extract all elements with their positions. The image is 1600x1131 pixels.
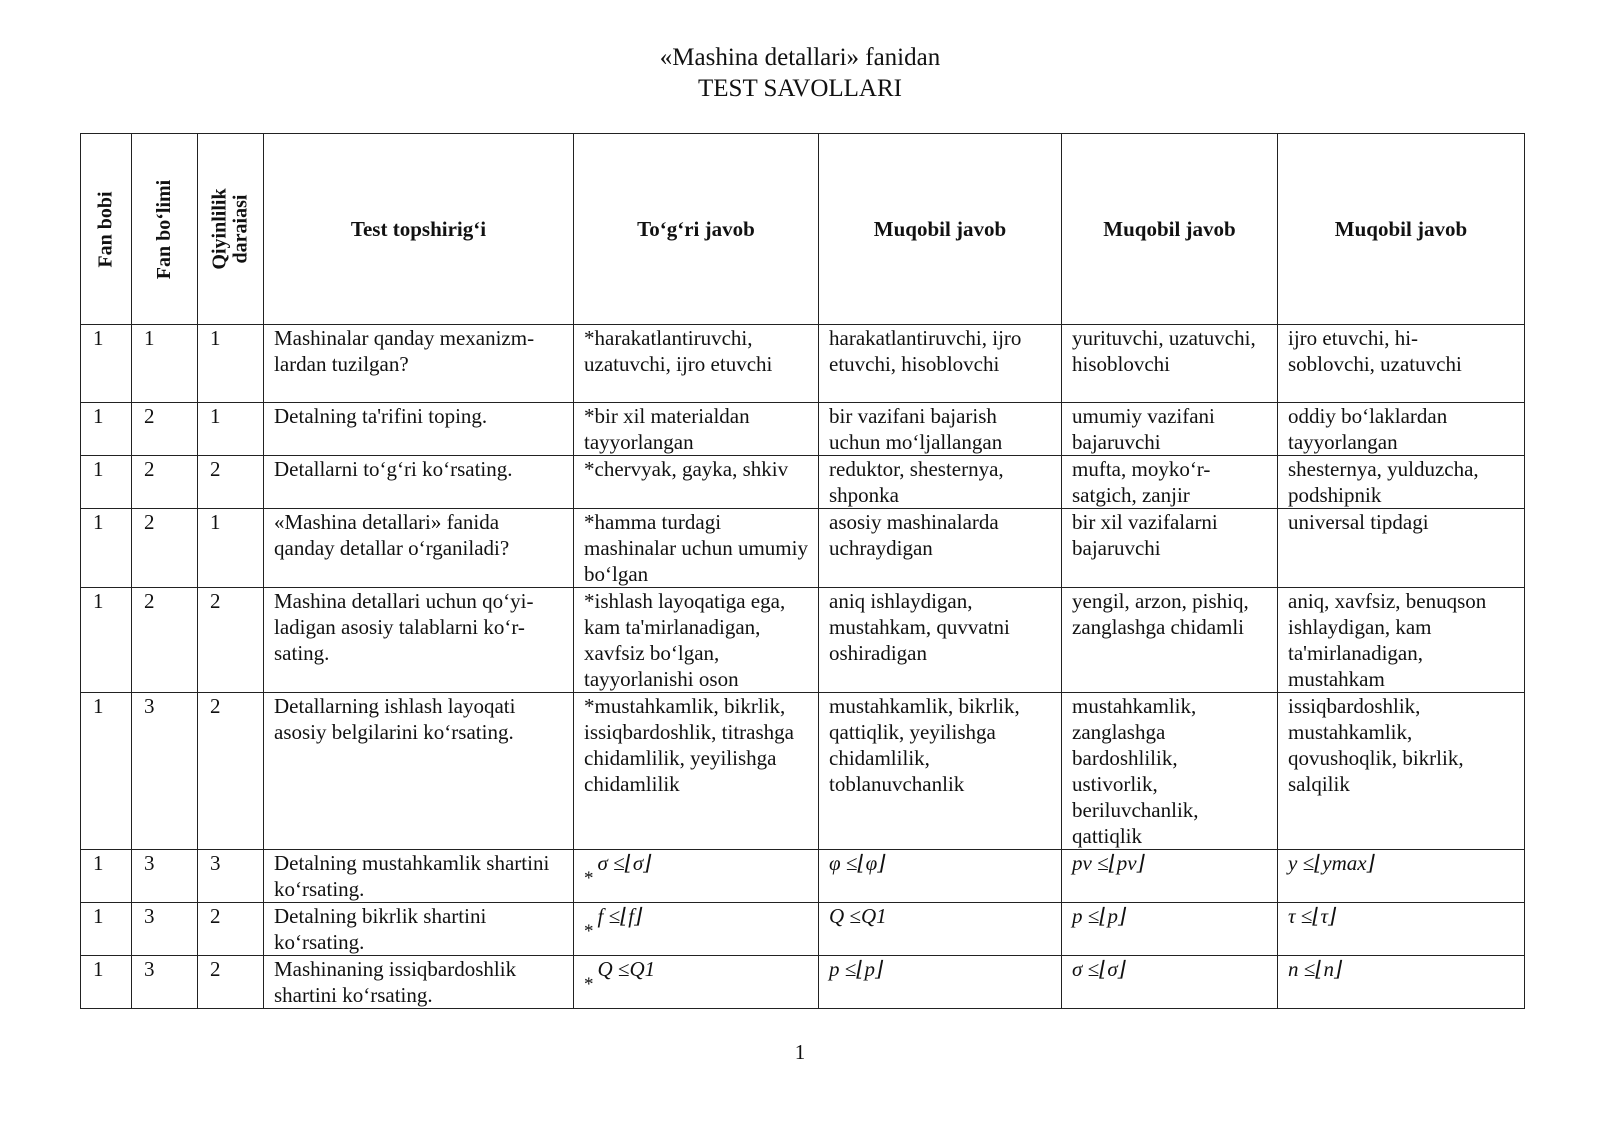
cell-qiyinlilik: 2 [198,903,264,956]
header-test-topshirigi: Test topshirig‘i [264,134,574,325]
table-row-formula [81,850,1525,903]
cell-alt-answer-2: yurituvchi, uzatuvchi, hisoblovchi [1062,325,1278,403]
correct-marker: * [584,868,594,889]
cell-fan-bobi: 1 [81,403,132,456]
cell-correct-answer: *hamma turdagi mashinalar uchun umumiy bo‘lgan [574,509,819,588]
cell-qiyinlilik: 1 [198,403,264,456]
page-number: 1 [794,1040,806,1064]
correct-marker: * [584,921,594,942]
cell-fan-bolimi: 2 [132,588,198,693]
cell-fan-bobi: 1 [81,850,132,903]
cell-fan-bolimi: 3 [132,693,198,850]
cell-correct-formula [574,903,819,956]
cell-fan-bobi: 1 [81,325,132,403]
cell-correct-answer: *harakatlantiruvchi, uzatuvchi, ijro etuvchi [574,325,819,403]
table-row [81,403,1525,456]
cell-fan-bobi: 1 [81,509,132,588]
correct-marker: * [584,974,594,995]
cell-alt-formula-3: τ ≤⌊τ⌋ [1278,903,1525,956]
cell-correct-answer: *chervyak, gayka, shkiv [574,456,819,509]
cell-alt-answer-3: ijro etuvchi, hi- soblovchi, uzatuvchi [1278,325,1525,403]
cell-alt-formula-3: n ≤⌊n⌋ [1278,956,1525,1009]
cell-correct-answer: *mustahkamlik, bikrlik, issiqbardoshlik, titrashga chidamlilik, yeyilishga chidamlilik [574,693,819,850]
cell-qiyinlilik: 2 [198,588,264,693]
cell-fan-bobi: 1 [81,588,132,693]
cell-alt-answer-1: aniq ishlaydigan, mustahkam, quvvatni oshiradigan [819,588,1062,693]
cell-alt-answer-3: shesternya, yulduzcha, podshipnik [1278,456,1525,509]
cell-qiyinlilik: 1 [198,509,264,588]
table-row [81,456,1525,509]
cell-alt-answer-3: oddiy bo‘laklardan tayyorlangan [1278,403,1525,456]
header-muqobil-javob-2: Muqobil javob [1062,134,1278,325]
formula-text: Q ≤Q1 [597,957,656,981]
cell-question: Detalning bikrlik shartini ko‘rsating. [264,903,574,956]
cell-qiyinlilik: 1 [198,325,264,403]
cell-fan-bobi: 1 [81,456,132,509]
table-header-row [81,134,1525,325]
cell-alt-answer-2: umumiy vazifani bajaruvchi [1062,403,1278,456]
cell-question: Mashinalar qanday mexanizm- lardan tuzilgan? [264,325,574,403]
cell-alt-answer-2: bir xil vazifalarni bajaruvchi [1062,509,1278,588]
cell-alt-formula-2: σ ≤⌊σ⌋ [1062,956,1278,1009]
cell-correct-answer: *bir xil materialdan tayyorlangan [574,403,819,456]
cell-question: Mashinaning issiqbardoshlik shartini ko‘rsating. [264,956,574,1009]
cell-question: Detalning ta'rifini toping. [264,403,574,456]
table-row-formula [81,903,1525,956]
cell-fan-bolimi: 2 [132,456,198,509]
cell-fan-bolimi: 1 [132,325,198,403]
cell-alt-answer-1: asosiy mashinalarda uchraydigan [819,509,1062,588]
header-muqobil-javob-1: Muqobil javob [819,134,1062,325]
cell-qiyinlilik: 2 [198,456,264,509]
cell-correct-answer: *ishlash layoqatiga ega, kam ta'mirlanadigan, xavfsiz bo‘lgan, tayyorlanishi oson [574,588,819,693]
cell-alt-answer-2: mustahkamlik, zanglashga bardoshlilik, ustivorlik, beriluvchanlik, qattiqlik [1062,693,1278,850]
cell-alt-answer-1: bir vazifani bajarish uchun mo‘ljallangan [819,403,1062,456]
cell-fan-bobi: 1 [81,903,132,956]
cell-fan-bobi: 1 [81,693,132,850]
cell-fan-bolimi: 2 [132,509,198,588]
formula-text: σ ≤⌊σ⌋ [597,851,652,875]
formula-text: f ≤⌊f⌋ [597,904,643,928]
cell-fan-bolimi: 2 [132,403,198,456]
cell-alt-answer-3: issiqbardoshlik, mustahkamlik, qovushoqlik, bikrlik, salqilik [1278,693,1525,850]
table-row [81,509,1525,588]
cell-question: Detallarni to‘g‘ri ko‘rsating. [264,456,574,509]
cell-qiyinlilik: 2 [198,693,264,850]
cell-correct-formula [574,850,819,903]
cell-alt-answer-2: mufta, moyko‘r- satgich, zanjir [1062,456,1278,509]
cell-fan-bolimi: 3 [132,850,198,903]
cell-alt-formula-3: y ≤⌊ymax⌋ [1278,850,1525,903]
title-line-1: «Mashina detallari» fanidan [659,44,941,71]
cell-alt-formula-1: φ ≤⌊φ⌋ [819,850,1062,903]
cell-alt-answer-3: aniq, xavfsiz, benuqson ishlaydigan, kam ta'mirlanadigan, mustahkam [1278,588,1525,693]
header-togri-javob: To‘g‘ri javob [574,134,819,325]
cell-question: Detallarning ishlash layoqati asosiy belgilarini ko‘rsating. [264,693,574,850]
cell-qiyinlilik: 2 [198,956,264,1009]
cell-fan-bobi: 1 [81,956,132,1009]
test-questions-table [80,133,1525,1009]
header-muqobil-javob-3: Muqobil javob [1278,134,1525,325]
cell-fan-bolimi: 3 [132,903,198,956]
cell-question: Detalning mustahkamlik shartini ko‘rsating. [264,850,574,903]
cell-question: «Mashina detallari» fanida qanday detallar o‘rganiladi? [264,509,574,588]
cell-alt-answer-3: universal tipdagi [1278,509,1525,588]
cell-fan-bolimi: 3 [132,956,198,1009]
title-line-2: TEST SAVOLLARI [698,75,902,102]
table-row [81,693,1525,850]
header-qiyinlilik: Qiyinlilik daraiasi [198,134,264,325]
header-fan-bobi: Fan bobi [81,134,132,325]
cell-alt-answer-1: mustahkamlik, bikrlik, qattiqlik, yeyilishga chidamlilik, toblanuvchanlik [819,693,1062,850]
cell-correct-formula [574,956,819,1009]
cell-question: Mashina detallari uchun qo‘yi- ladigan asosiy talablarni ko‘r- sating. [264,588,574,693]
document-title [0,42,1600,104]
cell-alt-formula-1: p ≤⌊p⌋ [819,956,1062,1009]
header-fan-bolimi: Fan bo‘limi [132,134,198,325]
cell-qiyinlilik: 3 [198,850,264,903]
table-row [81,325,1525,403]
cell-alt-answer-1: reduktor, shesternya, shponka [819,456,1062,509]
cell-alt-answer-1: harakatlantiruvchi, ijro etuvchi, hisoblovchi [819,325,1062,403]
table-row [81,588,1525,693]
cell-alt-formula-2: p ≤⌊p⌋ [1062,903,1278,956]
cell-alt-formula-1: Q ≤Q1 [819,903,1062,956]
cell-alt-answer-2: yengil, arzon, pishiq, zanglashga chidamli [1062,588,1278,693]
table-row-formula [81,956,1525,1009]
cell-alt-formula-2: pv ≤⌊pv⌋ [1062,850,1278,903]
